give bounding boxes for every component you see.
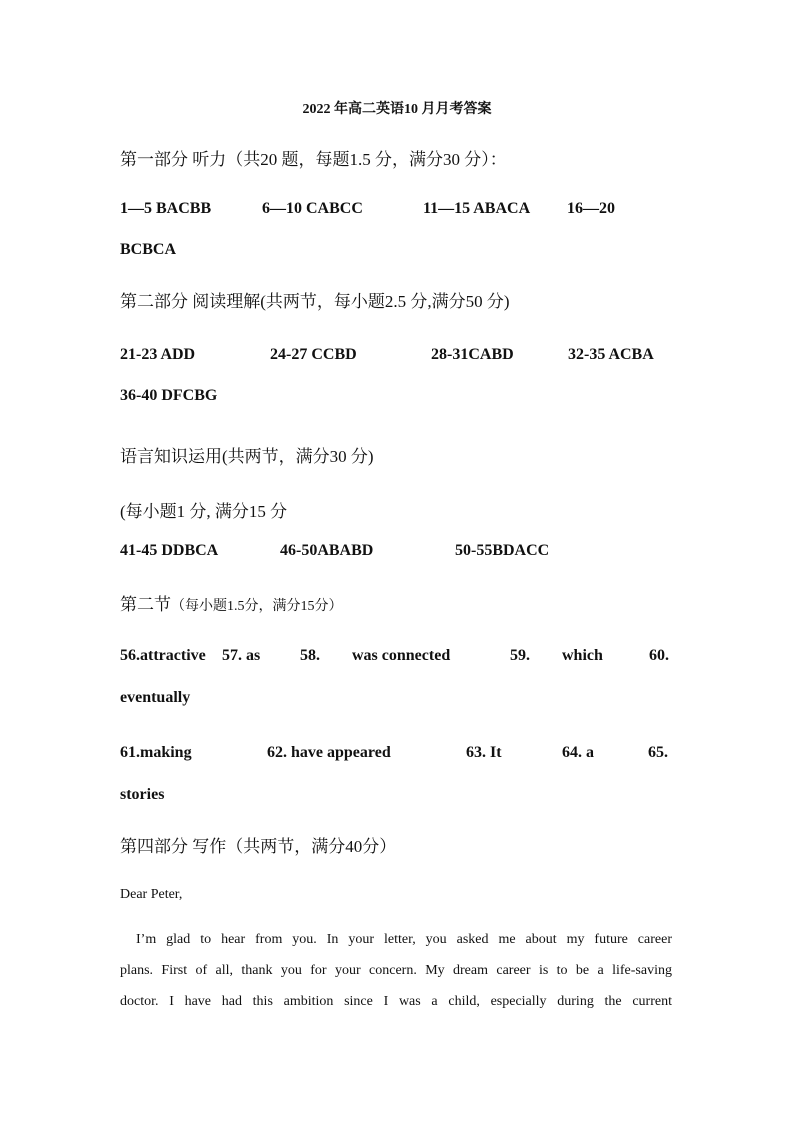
part1-answer-1: 1—5 BACBB — [120, 200, 212, 217]
part3-row2-item-2: 62. have appeared — [267, 744, 391, 761]
part3-answer-3: 50-55BDACC — [455, 542, 550, 559]
part3-section1-note: (每小题1 分, 满分15 分 — [120, 502, 288, 521]
part1-heading: 第一部分 听力（共20 题，每题1.5 分，满分30 分）： — [120, 150, 507, 169]
part3-row1-item-7: 60. — [649, 647, 669, 664]
part3-heading: 语言知识运用(共两节，满分30 分) — [120, 447, 374, 466]
part1-answer-3: 11—15 ABACA — [423, 200, 531, 217]
letter-line-2: plans. First of all, thank you for your concern. My dream career is to be a life-saving — [120, 963, 672, 978]
part3-row1-item-1: 56.attractive — [120, 647, 206, 664]
part3-row2-item-4: 64. a — [562, 744, 594, 761]
part1-answer-2: 6—10 CABCC — [262, 200, 363, 217]
part3-row1-item-6: which — [562, 647, 603, 664]
letter-salutation: Dear Peter, — [120, 887, 183, 902]
part3-answer-2: 46-50ABABD — [280, 542, 374, 559]
part2-answer-4: 32-35 ACBA — [568, 346, 654, 363]
part4-heading: 第四部分 写作（共两节，满分40分） — [120, 837, 397, 856]
part2-answer-cont: 36-40 DFCBG — [120, 387, 218, 404]
part3-section2-note: （每小题1.5分，满分15分） — [171, 599, 343, 614]
part3-row2-item-5: 65. — [648, 744, 668, 761]
part3-row2-item-3: 63. It — [466, 744, 502, 761]
document-title: 2022 年高二英语10 月月考答案 — [302, 102, 492, 117]
part1-answer-cont: BCBCA — [120, 241, 177, 258]
part1-answer-4: 16—20 — [567, 200, 615, 217]
part3-section2-heading-line — [120, 590, 343, 615]
part3-row1-item-5: 59. — [510, 647, 530, 664]
letter-line-3: doctor. I have had this ambition since I was a child, especially during the current — [120, 994, 672, 1009]
part2-answer-3: 28-31CABD — [431, 346, 514, 363]
part3-row1-cont: eventually — [120, 689, 191, 706]
part2-heading: 第二部分 阅读理解(共两节，每小题2.5 分,满分50 分) — [120, 292, 510, 311]
part3-row2-cont: stories — [120, 786, 165, 803]
part2-answer-2: 24-27 CCBD — [270, 346, 357, 363]
letter-line-1: I’m glad to hear from you. In your letter, you asked me about my future career — [136, 932, 672, 947]
part3-row2-item-1: 61.making — [120, 744, 192, 761]
part3-answer-1: 41-45 DDBCA — [120, 542, 219, 559]
part3-row1-item-2: 57. as — [222, 647, 261, 664]
part2-answer-1: 21-23 ADD — [120, 346, 196, 363]
part3-row1-item-3: 58. — [300, 647, 320, 664]
part3-row1-item-4: was connected — [352, 647, 451, 664]
part3-section2-heading: 第二节 — [120, 595, 171, 614]
